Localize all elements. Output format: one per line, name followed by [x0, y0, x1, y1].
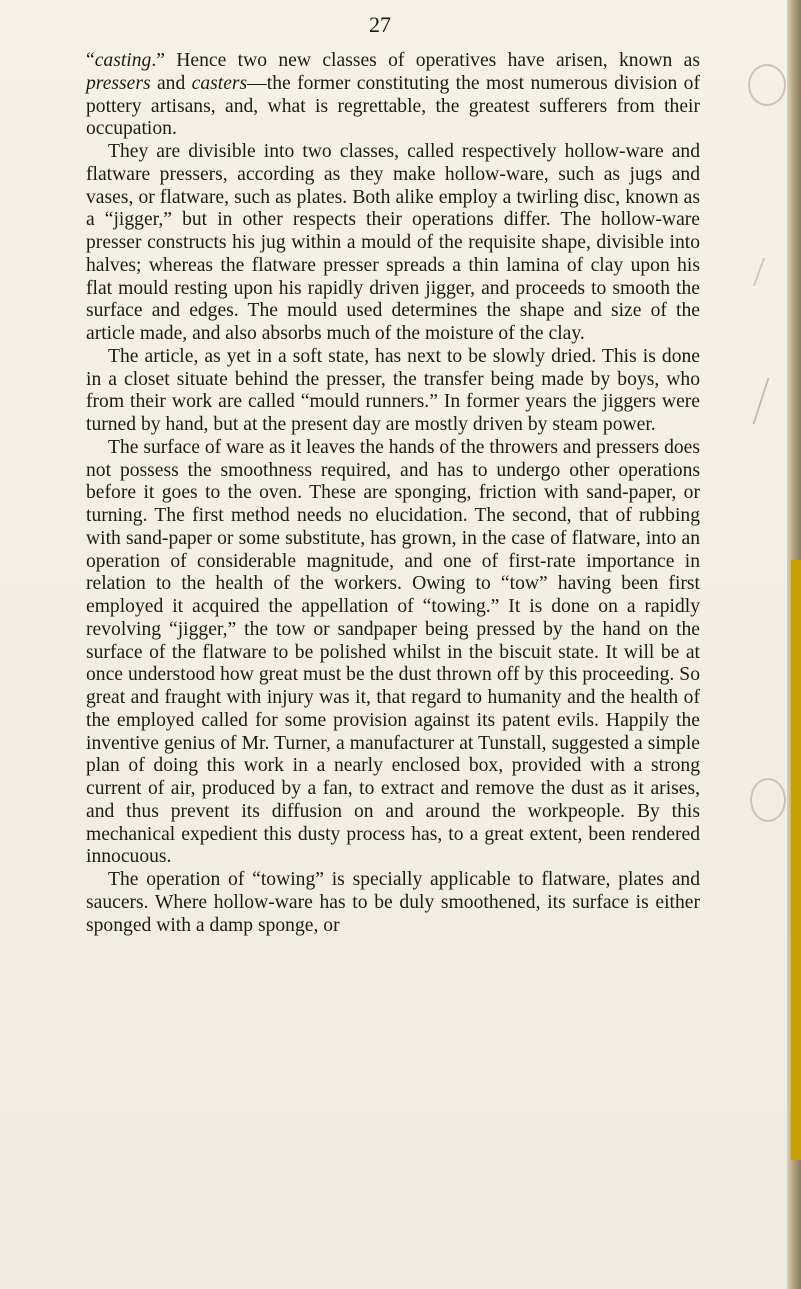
text-run: The surface of ware as it leaves the hands of the throwers and pressers does not possess the smoothness required, and has to undergo other operations before it goes to the oven. These are sponging, friction with sand-paper, or turning. The first method needs no elucidation. The second, that of rubbing with sand-paper or some substitute, has grown, in the case of flatware, into an operation of considerable magnitude, and one of first-rate importance in relation to the health of the workers. Owing to “tow” having been first employed it acquired the appellation of “towing.” It is done on a rapidly revolving “jigger,” the tow or sandpaper being pressed by the hand on the surface of the flatware to be polished whilst in the biscuit state. It will be at once understood how great must be the dust thrown off by this proceeding. So great and fraught with injury was it, that regard to humanity and the health of the employed called for some provision against its patent evils. Happily the inventive genius of Mr. Turner, a manufacturer at Tunstall, suggested a simple plan of doing this work in a nearly enclosed box, provided with a strong current of air, produced by a fan, to extract and remove the dust as it arises, and thus prevent its diffusion on and around the workpeople. By this mechanical expedient this dusty process has, to a great extent, been rendered innocuous.	[86, 436, 700, 868]
body-text	[86, 50, 700, 937]
paragraph	[86, 437, 700, 869]
italic-text: casters	[191, 72, 248, 94]
text-run: .” Hence two new classes of operatives have arisen, known as	[151, 50, 700, 71]
page-number: 27	[369, 12, 391, 37]
italic-text: pressers	[86, 72, 151, 94]
show-through-mark	[750, 778, 786, 822]
paragraph	[86, 141, 700, 346]
text-run: and	[150, 72, 192, 94]
show-through-mark	[753, 378, 773, 424]
italic-text: casting	[94, 50, 152, 71]
paragraph	[86, 346, 700, 437]
text-run: They are divisible into two classes, called respectively hollow-ware and flatware pressers, according as they make hollow-ware, such as jugs and vases, or flatware, such as plates. Both alike employ a twirling disc, known as a “jigger,” but in other respects their operations differ. The hollow-ware presser constructs his jug within a mould of the requisite shape, divisible into halves; whereas the flatware presser spreads a thin lamina of clay upon his flat mould resting upon his rapidly driven jigger, and proceeds to smooth the surface and edges. The mould used determines the shape and size of the article made, and also absorbs much of the moisture of the clay.	[86, 141, 700, 344]
binding-tab	[791, 560, 801, 1160]
text-run: The article, as yet in a soft state, has next to be slowly dried. This is done in a closet situate behind the presser, the transfer being made by boys, who from their work are called “mould runners.” In former years the jiggers were turned by hand, but at the present day are mostly driven by steam power.	[86, 345, 700, 435]
text-run: —the former constituting the most numerous division of pottery artisans, and, what is regrettable, the greatest sufferers from their occupation.	[86, 72, 700, 140]
text-run: “	[86, 50, 95, 71]
text-run: The operation of “towing” is specially applicable to flatware, plates and saucers. Where hollow-ware has to be duly smoothened, its surface is either sponged with a damp sponge, or	[86, 869, 700, 936]
paragraph	[86, 869, 700, 937]
show-through-mark	[753, 258, 768, 286]
paragraph	[86, 50, 700, 141]
show-through-mark	[748, 64, 786, 106]
